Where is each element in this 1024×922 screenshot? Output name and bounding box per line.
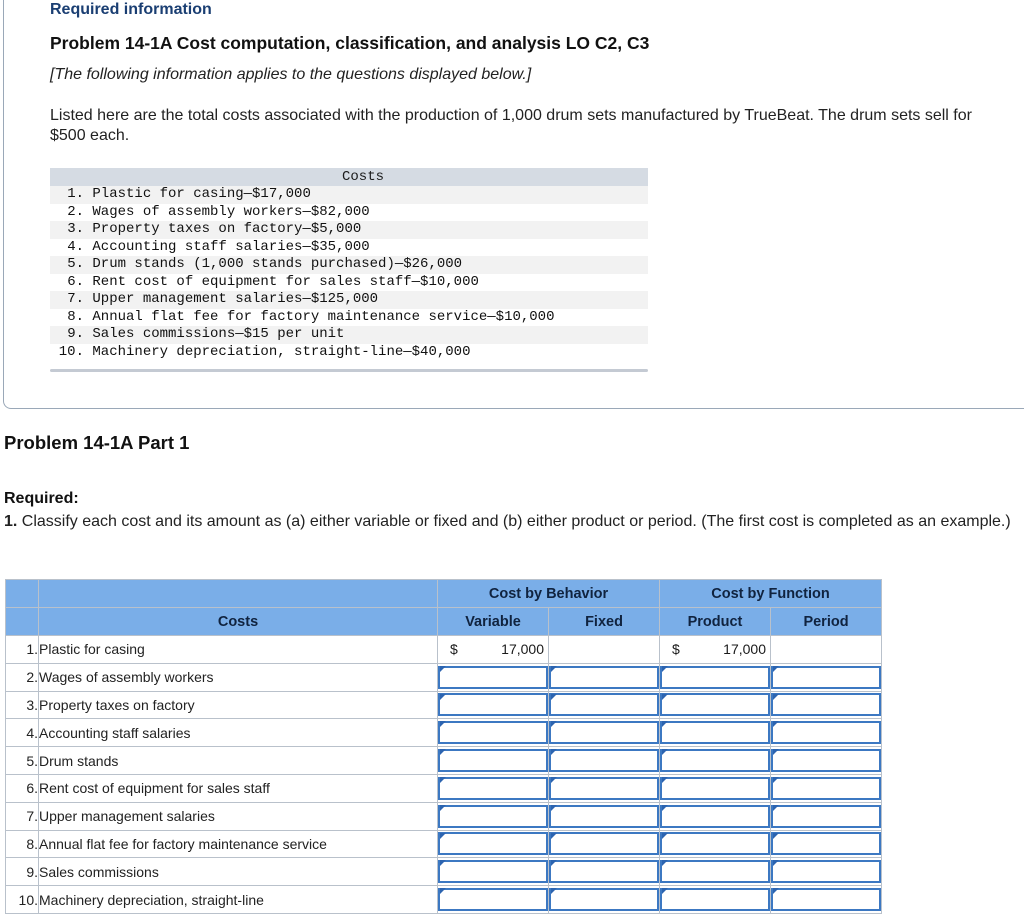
cost-list-item: 7. Upper management salaries—$125,000 xyxy=(50,291,648,309)
period-input[interactable] xyxy=(771,749,881,772)
period-cell-container xyxy=(771,663,882,691)
cost-list-item: 5. Drum stands (1,000 stands purchased)—$26,000 xyxy=(50,256,648,274)
input-corner-marker xyxy=(440,721,446,727)
input-corner-marker xyxy=(662,721,668,727)
input-corner-marker xyxy=(662,860,668,866)
product-cell-container xyxy=(660,886,771,914)
fixed-cell-container xyxy=(549,691,660,719)
fixed-cell-container xyxy=(549,774,660,802)
variable-input[interactable] xyxy=(438,832,548,855)
table-row xyxy=(6,636,882,664)
table-row xyxy=(6,691,882,719)
part-title: Problem 14-1A Part 1 xyxy=(4,432,190,453)
input-corner-marker xyxy=(551,666,557,672)
problem-title: Problem 14-1A Cost computation, classification, and analysis LO C2, C3 xyxy=(50,33,650,53)
input-corner-marker xyxy=(773,694,779,700)
input-corner-marker xyxy=(662,888,668,894)
intro-text: Listed here are the total costs associated with the production of 1,000 drum sets manufactured by TrueBeat. The drum sets sell for $500 each. xyxy=(50,107,972,144)
input-corner-marker xyxy=(773,860,779,866)
fixed-cell-empty xyxy=(549,636,660,664)
header-blank-costs xyxy=(39,580,438,608)
fixed-input[interactable] xyxy=(549,666,659,689)
info-note: [The following information applies to the questions displayed below.] xyxy=(50,66,532,83)
input-corner-marker xyxy=(662,777,668,783)
row-label: Sales commissions xyxy=(39,858,438,886)
variable-input[interactable] xyxy=(438,860,548,883)
cost-list-item: 3. Property taxes on factory—$5,000 xyxy=(50,221,648,239)
product-cell-container xyxy=(660,858,771,886)
input-corner-marker xyxy=(773,721,779,727)
table-row xyxy=(6,858,882,886)
period-input[interactable] xyxy=(771,860,881,883)
requirement-text xyxy=(4,511,1019,532)
input-corner-marker xyxy=(440,805,446,811)
row-number: 2. xyxy=(6,663,39,691)
table-row xyxy=(6,802,882,830)
input-corner-marker xyxy=(440,666,446,672)
input-corner-marker xyxy=(773,805,779,811)
input-corner-marker xyxy=(551,749,557,755)
input-corner-marker xyxy=(551,888,557,894)
period-input[interactable] xyxy=(771,721,881,744)
period-cell-container xyxy=(771,747,882,775)
row-number: 6. xyxy=(6,774,39,802)
requirement-body: Classify each cost and its amount as (a) either variable or fixed and (b) either product or period. (The first cost is completed as an example.) xyxy=(17,513,1011,530)
variable-cell-container xyxy=(438,691,549,719)
period-column-header: Period xyxy=(771,608,882,636)
cost-list-item: 10. Machinery depreciation, straight-line—$40,000 xyxy=(58,343,471,360)
product-column-header: Product xyxy=(660,608,771,636)
period-cell-container xyxy=(771,886,882,914)
input-corner-marker xyxy=(551,860,557,866)
product-input[interactable] xyxy=(660,860,770,883)
fixed-input[interactable] xyxy=(549,860,659,883)
period-input[interactable] xyxy=(771,777,881,800)
table-row xyxy=(6,774,882,802)
input-corner-marker xyxy=(551,805,557,811)
dollar-sign: $ xyxy=(450,641,458,657)
variable-input[interactable] xyxy=(438,777,548,800)
product-cell-container xyxy=(660,802,771,830)
input-corner-marker xyxy=(662,749,668,755)
input-corner-marker xyxy=(773,666,779,672)
cost-by-behavior-header: Cost by Behavior xyxy=(438,580,660,608)
row-label: Property taxes on factory xyxy=(39,691,438,719)
variable-input[interactable] xyxy=(438,666,548,689)
period-cell-container xyxy=(771,802,882,830)
variable-column-header: Variable xyxy=(438,608,549,636)
fixed-cell-container xyxy=(549,830,660,858)
cost-list-item: 8. Annual flat fee for factory maintenance service—$10,000 xyxy=(67,308,555,325)
requirement-number: 1. xyxy=(4,513,18,530)
row-label: Plastic for casing xyxy=(39,636,438,664)
variable-cell xyxy=(438,636,549,664)
variable-cell-container xyxy=(438,886,549,914)
row-number: 9. xyxy=(6,858,39,886)
table-row xyxy=(6,719,882,747)
table-row xyxy=(6,830,882,858)
input-corner-marker xyxy=(440,694,446,700)
input-corner-marker xyxy=(440,860,446,866)
variable-cell-container xyxy=(438,858,549,886)
input-corner-marker xyxy=(662,833,668,839)
costs-list-heading: Costs xyxy=(50,168,648,186)
period-cell-container xyxy=(771,774,882,802)
product-cell xyxy=(660,636,771,664)
row-number: 5. xyxy=(6,747,39,775)
variable-cell-container xyxy=(438,830,549,858)
row-label: Rent cost of equipment for sales staff xyxy=(39,774,438,802)
row-label: Annual flat fee for factory maintenance service xyxy=(39,830,438,858)
input-corner-marker xyxy=(773,888,779,894)
costs-list-divider xyxy=(50,369,648,372)
fixed-cell-container xyxy=(549,858,660,886)
product-input[interactable] xyxy=(660,749,770,772)
fixed-cell-container xyxy=(549,747,660,775)
input-corner-marker xyxy=(773,749,779,755)
input-corner-marker xyxy=(551,721,557,727)
fixed-input[interactable] xyxy=(549,888,659,911)
amount-value: 17,000 xyxy=(501,641,544,657)
product-input[interactable] xyxy=(660,693,770,716)
cost-list-item: 9. Sales commissions—$15 per unit xyxy=(50,326,648,344)
costs-list xyxy=(50,168,648,372)
input-corner-marker xyxy=(551,777,557,783)
period-cell-container xyxy=(771,830,882,858)
variable-input[interactable] xyxy=(438,749,548,772)
row-number: 8. xyxy=(6,830,39,858)
cost-list-item: 1. Plastic for casing—$17,000 xyxy=(50,186,648,204)
fixed-cell-container xyxy=(549,663,660,691)
table-row xyxy=(6,886,882,914)
variable-input[interactable] xyxy=(438,693,548,716)
row-number: 4. xyxy=(6,719,39,747)
variable-cell-container xyxy=(438,663,549,691)
input-corner-marker xyxy=(440,833,446,839)
cost-list-item: 2. Wages of assembly workers—$82,000 xyxy=(67,203,370,220)
period-input[interactable] xyxy=(771,805,881,828)
product-input[interactable] xyxy=(660,805,770,828)
fixed-input[interactable] xyxy=(549,721,659,744)
period-cell-container xyxy=(771,858,882,886)
row-label: Machinery depreciation, straight-line xyxy=(39,886,438,914)
input-corner-marker xyxy=(773,833,779,839)
fixed-column-header: Fixed xyxy=(549,608,660,636)
table-row xyxy=(6,747,882,775)
fixed-input[interactable] xyxy=(549,693,659,716)
row-number: 10. xyxy=(6,886,39,914)
input-corner-marker xyxy=(551,833,557,839)
required-info-heading: Required information xyxy=(50,1,212,18)
cost-list-item: 4. Accounting staff salaries—$35,000 xyxy=(67,238,370,255)
cost-by-function-header: Cost by Function xyxy=(660,580,882,608)
product-input[interactable] xyxy=(660,721,770,744)
required-label: Required: xyxy=(4,490,79,507)
variable-cell-container xyxy=(438,802,549,830)
fixed-input[interactable] xyxy=(549,749,659,772)
period-input[interactable] xyxy=(771,888,881,911)
period-input[interactable] xyxy=(771,666,881,689)
classification-table xyxy=(5,579,882,914)
cost-list-item: 6. Rent cost of equipment for sales staff—$10,000 xyxy=(67,273,479,290)
variable-input[interactable] xyxy=(438,721,548,744)
row-label: Upper management salaries xyxy=(39,802,438,830)
input-corner-marker xyxy=(440,888,446,894)
period-cell-container xyxy=(771,719,882,747)
row-number: 1. xyxy=(6,636,39,664)
product-input[interactable] xyxy=(660,777,770,800)
row-label: Drum stands xyxy=(39,747,438,775)
input-corner-marker xyxy=(662,666,668,672)
variable-cell-container xyxy=(438,774,549,802)
fixed-input[interactable] xyxy=(549,805,659,828)
variable-input[interactable] xyxy=(438,805,548,828)
variable-input[interactable] xyxy=(438,888,548,911)
row-label: Accounting staff salaries xyxy=(39,719,438,747)
product-input[interactable] xyxy=(660,832,770,855)
product-cell-container xyxy=(660,830,771,858)
row-number: 3. xyxy=(6,691,39,719)
fixed-input[interactable] xyxy=(549,777,659,800)
fixed-input[interactable] xyxy=(549,832,659,855)
fixed-cell-container xyxy=(549,886,660,914)
fixed-cell-container xyxy=(549,719,660,747)
input-corner-marker xyxy=(662,694,668,700)
input-corner-marker xyxy=(551,694,557,700)
variable-cell-container xyxy=(438,719,549,747)
product-cell-container xyxy=(660,774,771,802)
period-cell-container xyxy=(771,691,882,719)
input-corner-marker xyxy=(440,777,446,783)
dollar-sign: $ xyxy=(672,641,680,657)
product-cell-container xyxy=(660,691,771,719)
input-corner-marker xyxy=(773,777,779,783)
costs-column-header: Costs xyxy=(39,608,438,636)
input-corner-marker xyxy=(662,805,668,811)
product-cell-container xyxy=(660,663,771,691)
header-blank-num xyxy=(6,580,39,608)
product-cell-container xyxy=(660,719,771,747)
table-row xyxy=(6,663,882,691)
product-input[interactable] xyxy=(660,888,770,911)
period-input[interactable] xyxy=(771,832,881,855)
period-cell-empty xyxy=(771,636,882,664)
row-number: 7. xyxy=(6,802,39,830)
variable-cell-container xyxy=(438,747,549,775)
amount-value: 17,000 xyxy=(723,641,766,657)
product-cell-container xyxy=(660,747,771,775)
product-input[interactable] xyxy=(660,666,770,689)
fixed-cell-container xyxy=(549,802,660,830)
header-blank-num-2 xyxy=(6,608,39,636)
row-label: Wages of assembly workers xyxy=(39,663,438,691)
period-input[interactable] xyxy=(771,693,881,716)
input-corner-marker xyxy=(440,749,446,755)
